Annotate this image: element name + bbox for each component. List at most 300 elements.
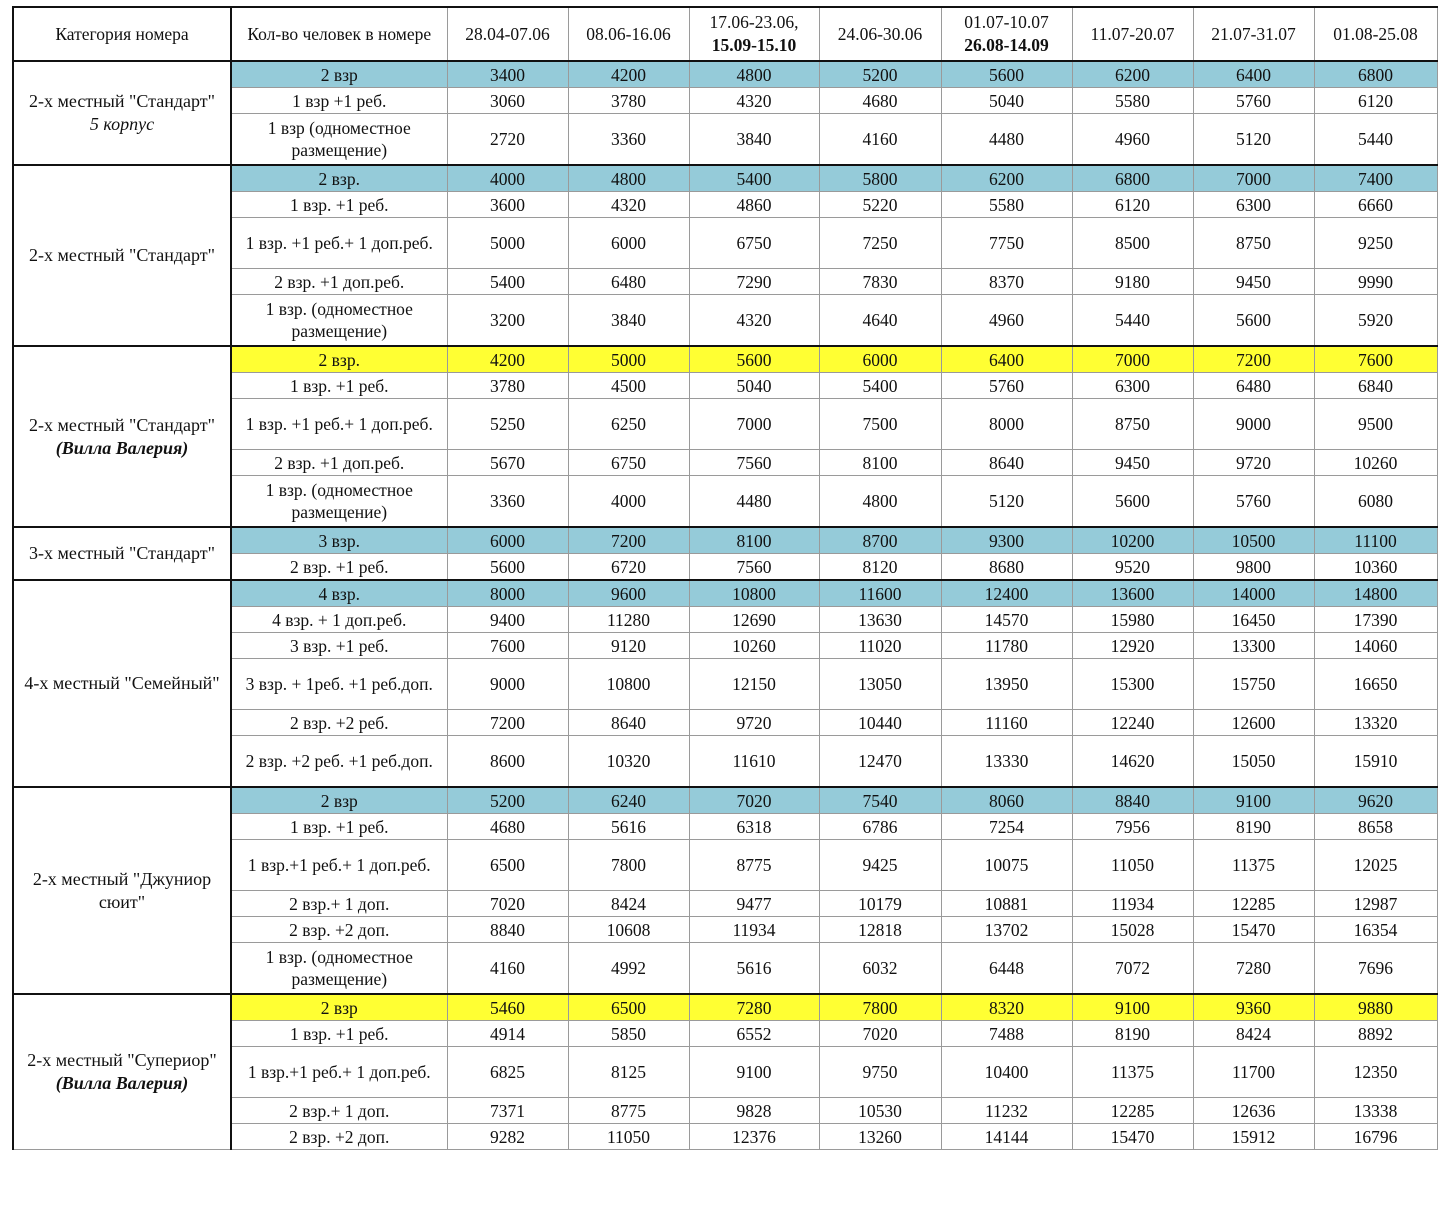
price-cell: 7800 [568,840,689,891]
price-cell: 4200 [447,346,568,373]
price-cell: 7020 [689,787,819,814]
price-cell: 12920 [1072,633,1193,659]
price-cell: 12400 [941,580,1072,607]
header-period: 24.06-30.06 [819,7,941,61]
occupancy-cell: 2 взр. +2 реб. [231,710,447,736]
price-row [13,165,1437,192]
price-cell: 3600 [447,192,568,218]
price-cell: 9500 [1314,399,1437,450]
occupancy-cell: 1 взр. +1 реб. [231,814,447,840]
price-cell: 9425 [819,840,941,891]
price-cell: 10360 [1314,554,1437,581]
price-cell: 4000 [568,476,689,528]
occupancy-cell: 2 взр. +2 доп. [231,917,447,943]
price-cell: 11934 [689,917,819,943]
room-category-cell [13,994,231,1150]
price-cell: 6318 [689,814,819,840]
header-period: 11.07-20.07 [1072,7,1193,61]
price-cell: 7488 [941,1021,1072,1047]
price-cell: 6800 [1072,165,1193,192]
price-cell: 3780 [568,88,689,114]
price-cell: 5600 [689,346,819,373]
price-cell: 6300 [1072,373,1193,399]
price-cell: 6080 [1314,476,1437,528]
price-cell: 5200 [819,61,941,88]
occupancy-cell: 4 взр. + 1 доп.реб. [231,607,447,633]
price-cell: 8500 [1072,218,1193,269]
price-cell: 3200 [447,295,568,347]
price-cell: 7750 [941,218,1072,269]
price-cell: 8100 [819,450,941,476]
occupancy-cell: 2 взр [231,61,447,88]
price-cell: 8775 [568,1098,689,1124]
price-cell: 11160 [941,710,1072,736]
price-cell: 7250 [819,218,941,269]
price-cell: 4000 [447,165,568,192]
occupancy-cell: 1 взр. (одноместное размещение) [231,476,447,528]
price-cell: 15470 [1193,917,1314,943]
price-cell: 7371 [447,1098,568,1124]
header-period: 17.06-23.06, 15.09-15.10 [689,7,819,61]
price-cell: 13330 [941,736,1072,788]
price-cell: 7000 [1193,165,1314,192]
price-cell: 8060 [941,787,1072,814]
price-cell: 8640 [568,710,689,736]
room-category-note: (Вилла Валерия) [55,1073,189,1093]
price-cell: 6240 [568,787,689,814]
price-cell: 9300 [941,527,1072,554]
price-cell: 4914 [447,1021,568,1047]
price-cell: 7200 [1193,346,1314,373]
price-cell: 11375 [1193,840,1314,891]
price-cell: 7956 [1072,814,1193,840]
price-cell: 10608 [568,917,689,943]
price-cell: 12470 [819,736,941,788]
price-cell: 5400 [689,165,819,192]
price-cell: 6032 [819,943,941,995]
price-cell: 5000 [447,218,568,269]
price-row [13,527,1437,554]
price-cell: 10320 [568,736,689,788]
price-cell: 9750 [819,1047,941,1098]
price-cell: 13260 [819,1124,941,1150]
price-cell: 8125 [568,1047,689,1098]
price-cell: 5580 [1072,88,1193,114]
price-cell: 5580 [941,192,1072,218]
price-cell: 10260 [1314,450,1437,476]
price-cell: 11232 [941,1098,1072,1124]
room-category-name: 2-х местный "Стандарт" [29,245,215,265]
price-cell: 13320 [1314,710,1437,736]
price-cell: 13630 [819,607,941,633]
price-cell: 7540 [819,787,941,814]
price-cell: 16450 [1193,607,1314,633]
price-cell: 4800 [689,61,819,88]
price-cell: 5250 [447,399,568,450]
occupancy-cell: 2 взр. +1 реб. [231,554,447,581]
price-cell: 10500 [1193,527,1314,554]
price-cell: 8000 [941,399,1072,450]
price-cell: 8640 [941,450,1072,476]
price-cell: 5670 [447,450,568,476]
room-category-note: 5 корпус [89,114,155,134]
price-cell: 12350 [1314,1047,1437,1098]
price-cell: 15300 [1072,659,1193,710]
header-row [13,7,1437,61]
price-cell: 9282 [447,1124,568,1150]
price-cell: 11050 [1072,840,1193,891]
price-cell: 5440 [1072,295,1193,347]
price-cell: 6400 [941,346,1072,373]
price-cell: 12818 [819,917,941,943]
price-cell: 5616 [568,814,689,840]
price-cell: 5120 [941,476,1072,528]
price-cell: 12285 [1072,1098,1193,1124]
price-cell: 3780 [447,373,568,399]
price-cell: 6720 [568,554,689,581]
price-row [13,346,1437,373]
price-cell: 8750 [1193,218,1314,269]
price-cell: 10440 [819,710,941,736]
price-cell: 7254 [941,814,1072,840]
occupancy-cell: 2 взр. +2 доп. [231,1124,447,1150]
price-cell: 6800 [1314,61,1437,88]
price-cell: 4500 [568,373,689,399]
price-cell: 3360 [447,476,568,528]
price-cell: 14000 [1193,580,1314,607]
price-cell: 5440 [1314,114,1437,166]
price-cell: 4320 [689,88,819,114]
price-cell: 4160 [819,114,941,166]
price-cell: 9100 [1193,787,1314,814]
price-cell: 9477 [689,891,819,917]
price-cell: 6250 [568,399,689,450]
price-cell: 8100 [689,527,819,554]
price-cell: 10200 [1072,527,1193,554]
price-cell: 10260 [689,633,819,659]
price-cell: 6825 [447,1047,568,1098]
header-period: 01.07-10.07 26.08-14.09 [941,7,1072,61]
price-cell: 4160 [447,943,568,995]
price-cell: 7020 [819,1021,941,1047]
price-cell: 9800 [1193,554,1314,581]
price-cell: 7200 [568,527,689,554]
price-cell: 6500 [568,994,689,1021]
price-cell: 15910 [1314,736,1437,788]
price-row [13,61,1437,88]
price-cell: 8190 [1072,1021,1193,1047]
price-cell: 7280 [1193,943,1314,995]
occupancy-cell: 3 взр. +1 реб. [231,633,447,659]
price-cell: 9520 [1072,554,1193,581]
price-cell: 4860 [689,192,819,218]
price-cell: 15912 [1193,1124,1314,1150]
price-cell: 11780 [941,633,1072,659]
price-cell: 6120 [1072,192,1193,218]
price-cell: 7830 [819,269,941,295]
price-cell: 9450 [1072,450,1193,476]
occupancy-cell: 1 взр.+1 реб.+ 1 доп.реб. [231,1047,447,1098]
price-cell: 7000 [689,399,819,450]
price-cell: 7000 [1072,346,1193,373]
price-cell: 4680 [447,814,568,840]
price-cell: 4800 [819,476,941,528]
price-cell: 3360 [568,114,689,166]
price-cell: 6552 [689,1021,819,1047]
price-cell: 11934 [1072,891,1193,917]
price-cell: 16354 [1314,917,1437,943]
price-cell: 5600 [941,61,1072,88]
price-cell: 9000 [447,659,568,710]
occupancy-cell: 3 взр. + 1реб. +1 реб.доп. [231,659,447,710]
price-cell: 3840 [568,295,689,347]
occupancy-cell: 1 взр. +1 реб.+ 1 доп.реб. [231,218,447,269]
price-cell: 12025 [1314,840,1437,891]
price-cell: 4960 [941,295,1072,347]
price-cell: 4480 [689,476,819,528]
price-cell: 17390 [1314,607,1437,633]
price-cell: 7290 [689,269,819,295]
price-cell: 12240 [1072,710,1193,736]
price-cell: 8892 [1314,1021,1437,1047]
price-cell: 9720 [1193,450,1314,476]
price-cell: 14570 [941,607,1072,633]
price-cell: 9360 [1193,994,1314,1021]
occupancy-cell: 2 взр. +2 реб. +1 реб.доп. [231,736,447,788]
price-cell: 5040 [941,88,1072,114]
price-cell: 6120 [1314,88,1437,114]
price-cell: 9250 [1314,218,1437,269]
price-cell: 9450 [1193,269,1314,295]
price-cell: 4200 [568,61,689,88]
price-cell: 14620 [1072,736,1193,788]
price-cell: 4640 [819,295,941,347]
header-period: 08.06-16.06 [568,7,689,61]
room-category-name: 2-х местный "Джуниор сюит" [32,868,212,912]
price-cell: 8000 [447,580,568,607]
price-cell: 13050 [819,659,941,710]
room-category-name: 2-х местный "Супериор" [27,1050,217,1070]
price-cell: 4992 [568,943,689,995]
price-cell: 7200 [447,710,568,736]
price-cell: 5600 [1193,295,1314,347]
price-cell: 11700 [1193,1047,1314,1098]
price-cell: 15028 [1072,917,1193,943]
price-cell: 12600 [1193,710,1314,736]
price-cell: 8775 [689,840,819,891]
price-cell: 5760 [941,373,1072,399]
price-cell: 7560 [689,554,819,581]
price-cell: 12376 [689,1124,819,1150]
price-cell: 3400 [447,61,568,88]
price-cell: 16796 [1314,1124,1437,1150]
price-cell: 6480 [568,269,689,295]
price-cell: 6200 [941,165,1072,192]
price-cell: 13338 [1314,1098,1437,1124]
price-cell: 8840 [1072,787,1193,814]
price-cell: 5400 [447,269,568,295]
room-category-name: 2-х местный "Стандарт" [29,414,215,435]
occupancy-cell: 3 взр. [231,527,447,554]
price-cell: 9880 [1314,994,1437,1021]
room-category-cell [13,346,231,527]
price-cell: 11600 [819,580,941,607]
price-cell: 12636 [1193,1098,1314,1124]
price-cell: 12285 [1193,891,1314,917]
price-cell: 6480 [1193,373,1314,399]
occupancy-cell: 2 взр. [231,165,447,192]
room-price-table [12,6,1438,1150]
price-cell: 9000 [1193,399,1314,450]
price-cell: 6000 [447,527,568,554]
price-cell: 4320 [689,295,819,347]
price-cell: 4480 [941,114,1072,166]
price-cell: 9620 [1314,787,1437,814]
price-cell: 13300 [1193,633,1314,659]
price-cell: 4960 [1072,114,1193,166]
price-cell: 7020 [447,891,568,917]
price-cell: 3060 [447,88,568,114]
price-cell: 5920 [1314,295,1437,347]
price-cell: 7072 [1072,943,1193,995]
price-cell: 8700 [819,527,941,554]
price-cell: 5040 [689,373,819,399]
header-period: 01.08-25.08 [1314,7,1437,61]
price-cell: 7800 [819,994,941,1021]
price-cell: 4320 [568,192,689,218]
price-cell: 15750 [1193,659,1314,710]
price-cell: 6000 [568,218,689,269]
price-row [13,787,1437,814]
price-cell: 7280 [689,994,819,1021]
header-occupancy: Кол-во человек в номере [231,7,447,61]
room-category-cell [13,61,231,165]
occupancy-cell: 1 взр (одноместное размещение) [231,114,447,166]
price-cell: 8320 [941,994,1072,1021]
price-cell: 8750 [1072,399,1193,450]
price-cell: 6660 [1314,192,1437,218]
occupancy-cell: 1 взр +1 реб. [231,88,447,114]
header-category: Категория номера [13,7,231,61]
price-cell: 11610 [689,736,819,788]
price-cell: 11280 [568,607,689,633]
room-category-cell [13,580,231,787]
occupancy-cell: 1 взр. +1 реб. [231,1021,447,1047]
price-cell: 9120 [568,633,689,659]
room-category-name: 2-х местный "Стандарт" [29,91,215,111]
price-cell: 5200 [447,787,568,814]
price-cell: 5600 [447,554,568,581]
price-cell: 6000 [819,346,941,373]
room-category-name: 4-х местный "Семейный" [24,673,220,693]
price-cell: 8600 [447,736,568,788]
price-cell: 11050 [568,1124,689,1150]
price-cell: 10075 [941,840,1072,891]
price-cell: 5800 [819,165,941,192]
price-cell: 5460 [447,994,568,1021]
price-cell: 5000 [568,346,689,373]
price-cell: 5600 [1072,476,1193,528]
occupancy-cell: 4 взр. [231,580,447,607]
price-cell: 7560 [689,450,819,476]
occupancy-cell: 1 взр. (одноместное размещение) [231,295,447,347]
price-cell: 9400 [447,607,568,633]
price-cell: 16650 [1314,659,1437,710]
room-category-name: 3-х местный "Стандарт" [29,543,215,563]
price-cell: 7696 [1314,943,1437,995]
price-cell: 8680 [941,554,1072,581]
price-cell: 5616 [689,943,819,995]
price-cell: 8424 [568,891,689,917]
occupancy-cell: 1 взр. (одноместное размещение) [231,943,447,995]
price-cell: 6500 [447,840,568,891]
price-cell: 5760 [1193,88,1314,114]
price-cell: 13600 [1072,580,1193,607]
price-cell: 10881 [941,891,1072,917]
price-cell: 11020 [819,633,941,659]
price-cell: 10800 [689,580,819,607]
price-cell: 5400 [819,373,941,399]
price-cell: 9990 [1314,269,1437,295]
price-row [13,580,1437,607]
price-cell: 5760 [1193,476,1314,528]
price-cell: 5220 [819,192,941,218]
price-cell: 7500 [819,399,941,450]
price-cell: 11100 [1314,527,1437,554]
occupancy-cell: 1 взр. +1 реб. [231,192,447,218]
price-cell: 12150 [689,659,819,710]
price-cell: 6200 [1072,61,1193,88]
price-cell: 6300 [1193,192,1314,218]
price-sheet [12,6,1438,1150]
price-cell: 7400 [1314,165,1437,192]
price-cell: 11375 [1072,1047,1193,1098]
price-cell: 2720 [447,114,568,166]
price-cell: 9828 [689,1098,819,1124]
price-cell: 12690 [689,607,819,633]
price-cell: 8424 [1193,1021,1314,1047]
occupancy-cell: 1 взр. +1 реб.+ 1 доп.реб. [231,399,447,450]
occupancy-cell: 2 взр [231,994,447,1021]
price-cell: 6786 [819,814,941,840]
price-cell: 3840 [689,114,819,166]
price-cell: 6840 [1314,373,1437,399]
occupancy-cell: 2 взр. +1 доп.реб. [231,450,447,476]
occupancy-cell: 2 взр.+ 1 доп. [231,891,447,917]
price-cell: 6400 [1193,61,1314,88]
occupancy-cell: 2 взр. +1 доп.реб. [231,269,447,295]
price-cell: 8370 [941,269,1072,295]
price-cell: 8840 [447,917,568,943]
price-cell: 10179 [819,891,941,917]
price-cell: 4680 [819,88,941,114]
price-cell: 14144 [941,1124,1072,1150]
price-cell: 7600 [447,633,568,659]
price-cell: 15050 [1193,736,1314,788]
price-cell: 15470 [1072,1124,1193,1150]
header-period: 28.04-07.06 [447,7,568,61]
occupancy-cell: 2 взр. [231,346,447,373]
room-category-cell [13,787,231,994]
price-cell: 10800 [568,659,689,710]
room-category-cell [13,527,231,580]
price-cell: 8120 [819,554,941,581]
price-row [13,994,1437,1021]
price-cell: 9100 [1072,994,1193,1021]
occupancy-cell: 1 взр. +1 реб. [231,373,447,399]
occupancy-cell: 2 взр [231,787,447,814]
room-category-note: (Вилла Валерия) [55,437,189,458]
